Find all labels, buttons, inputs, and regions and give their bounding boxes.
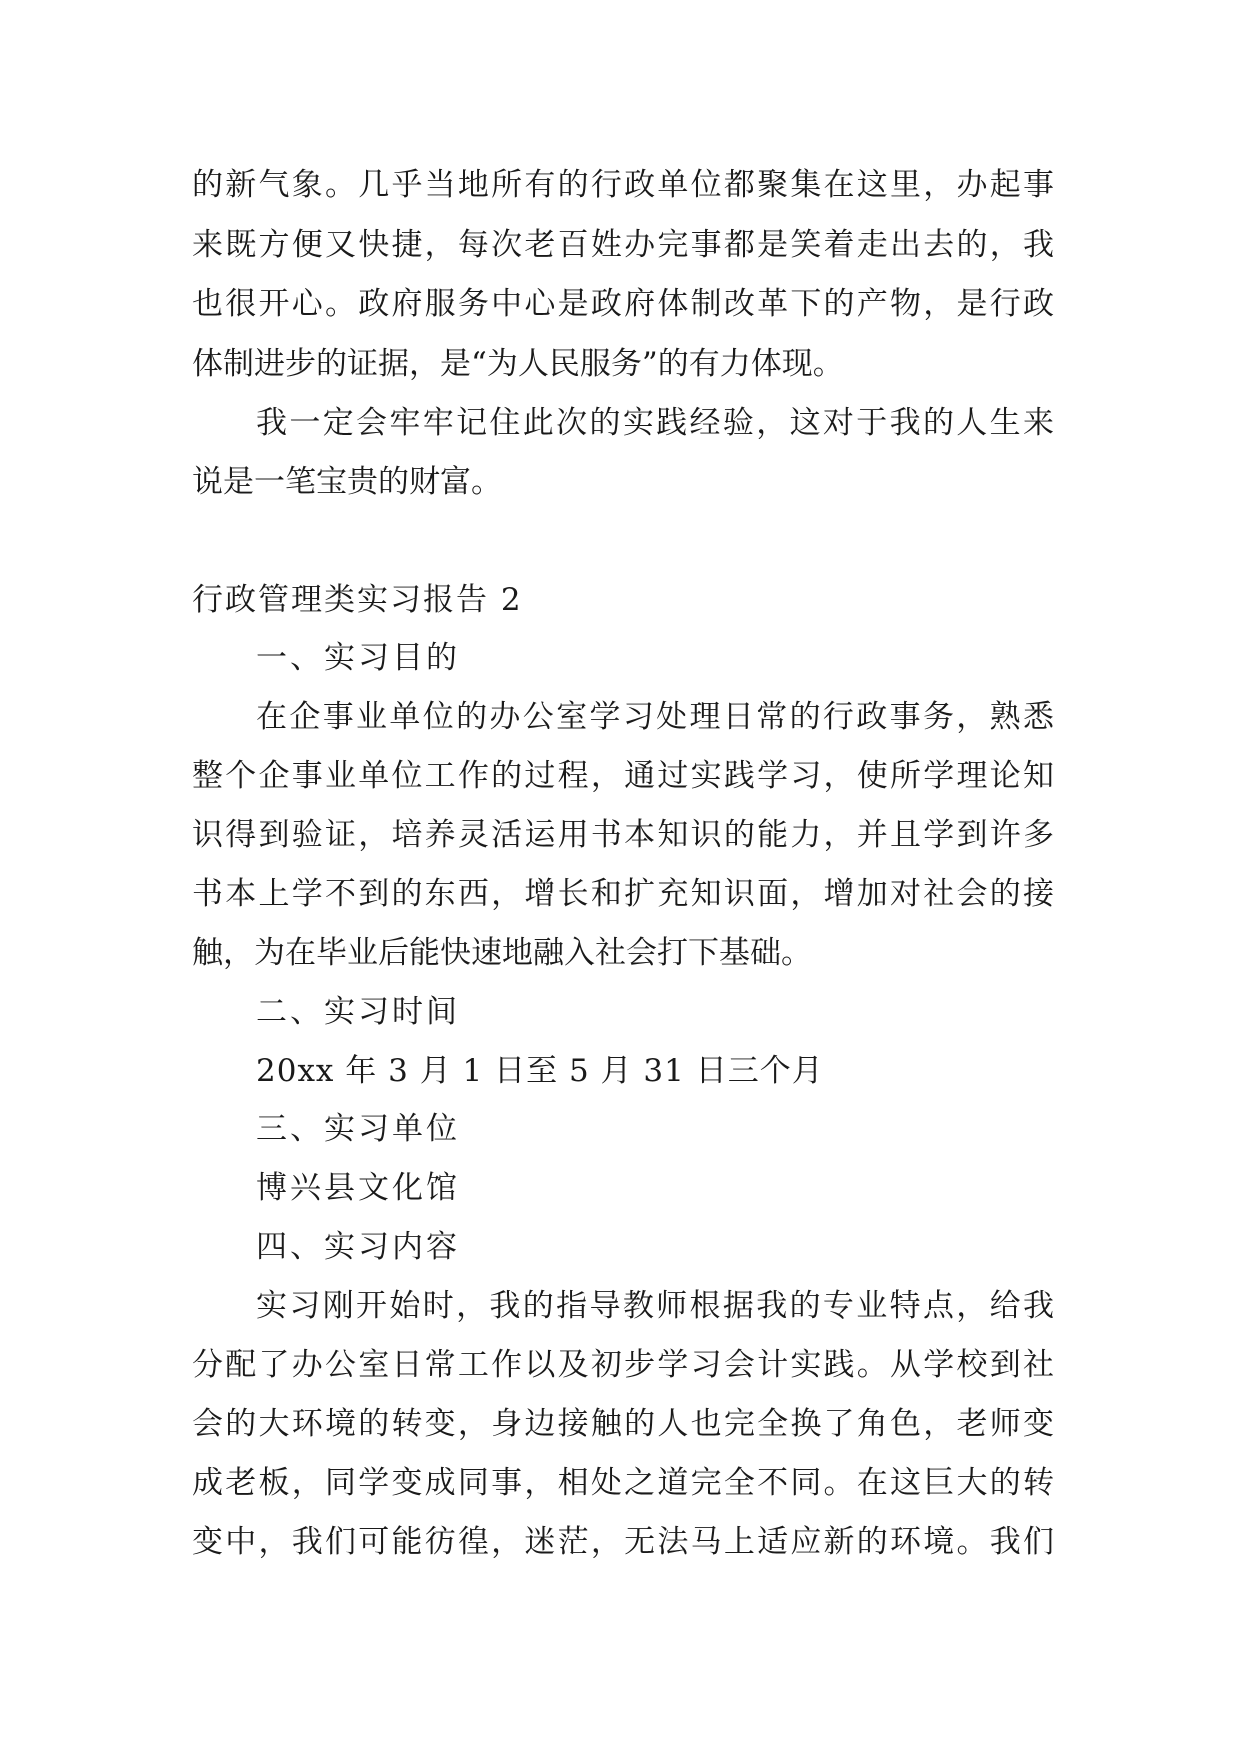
paragraph-line: 实习刚开始时，我的指导教师根据我的专业特点，给我 <box>256 1288 1054 1324</box>
section-heading-content: 四、实习内容 <box>256 1229 460 1265</box>
section-heading-time: 二、实习时间 <box>256 994 460 1030</box>
paragraph-line: 成老板，同学变成同事，相处之道完全不同。在这巨大的转 <box>192 1465 1054 1501</box>
paragraph-line: 在企事业单位的办公室学习处理日常的行政事务，熟悉 <box>256 699 1054 735</box>
report-title: 行政管理类实习报告 2 <box>192 582 523 618</box>
section-heading-unit: 三、实习单位 <box>256 1111 460 1147</box>
internship-time: 20xx 年 3 月 1 日至 5 月 31 日三个月 <box>256 1053 824 1089</box>
paragraph-line: 说是一笔宝贵的财富。 <box>192 464 502 500</box>
paragraph-line: 分配了办公室日常工作以及初步学习会计实践。从学校到社 <box>192 1347 1054 1383</box>
paragraph-line: 识得到验证，培养灵活运用书本知识的能力，并且学到许多 <box>192 817 1054 853</box>
paragraph-line: 来既方便又快捷，每次老百姓办完事都是笑着走出去的，我 <box>192 227 1054 263</box>
paragraph-line: 我一定会牢牢记住此次的实践经验，这对于我的人生来 <box>256 405 1054 441</box>
internship-unit: 博兴县文化馆 <box>256 1170 460 1206</box>
paragraph-line: 触，为在毕业后能快速地融入社会打下基础。 <box>192 935 812 971</box>
paragraph-line: 体制进步的证据，是“为人民服务”的有力体现。 <box>192 346 844 382</box>
paragraph-line: 变中，我们可能彷徨，迷茫，无法马上适应新的环境。我们 <box>192 1524 1054 1560</box>
paragraph-line: 会的大环境的转变，身边接触的人也完全换了角色，老师变 <box>192 1406 1054 1442</box>
paragraph-line: 也很开心。政府服务中心是政府体制改革下的产物，是行政 <box>192 286 1054 322</box>
paragraph-line: 的新气象。几乎当地所有的行政单位都聚集在这里，办起事 <box>192 167 1054 203</box>
paragraph-line: 整个企事业单位工作的过程，通过实践学习，使所学理论知 <box>192 758 1054 794</box>
section-heading-purpose: 一、实习目的 <box>256 640 460 676</box>
paragraph-line: 书本上学不到的东西，增长和扩充知识面，增加对社会的接 <box>192 876 1054 912</box>
